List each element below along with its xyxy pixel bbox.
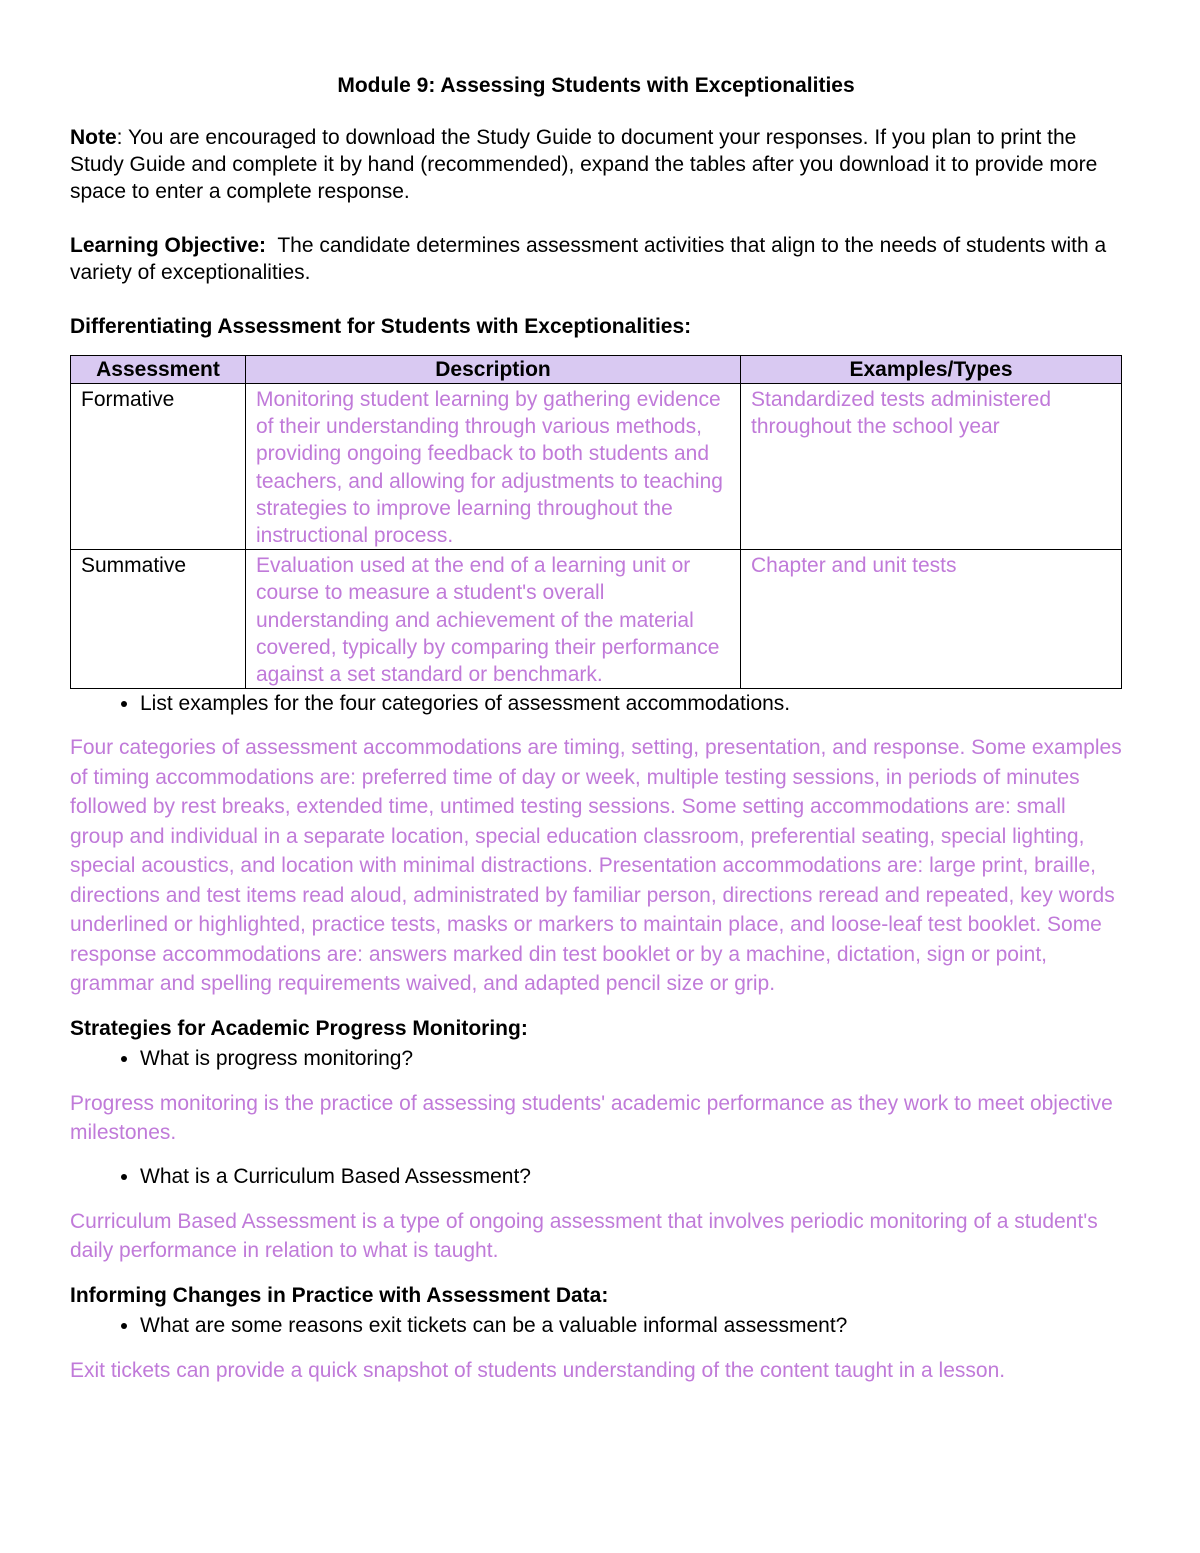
progress-monitoring-answer: Progress monitoring is the practice of assessing students' academic performance as they work to meet objective milestones. — [70, 1091, 1113, 1145]
learning-objective-label: Learning Objective: — [70, 234, 267, 257]
section-heading-progress-monitoring: Strategies for Academic Progress Monitoring: — [70, 1016, 528, 1040]
table-header-cell: Examples/Types — [741, 356, 1122, 384]
table-header-cell: Assessment — [71, 356, 246, 384]
cba-answer: Curriculum Based Assessment is a type of ongoing assessment that involves periodic monitoring of a student's daily performance in relation to what is taught. — [70, 1209, 1098, 1263]
table-header-cell: Description — [246, 356, 741, 384]
table-header-row — [71, 356, 1122, 384]
note-paragraph — [70, 124, 1122, 205]
table-row — [71, 384, 1122, 550]
bullet-question: • What are some reasons exit tickets can be a valuable informal assessment? — [140, 1312, 1122, 1339]
examples-cell: Standardized tests administered throughout the school year — [741, 384, 1122, 550]
bullet-question: • List examples for the four categories of assessment accommodations. — [140, 690, 1122, 717]
accommodations-answer: Four categories of assessment accommodations are timing, setting, presentation, and response. Some examples of timing accommodations are: preferred time of day or week, multiple testing sessions, in periods of minutes followed by rest breaks, extended time, untimed testing sessions. Some setting accommodations are: small group and individual in a separate location, special education classroom, preferential seating, special lighting, special acoustics, and location with minimal distractions. Presentation accommodations are: large print, braille, directions and test items read aloud, administrated by familiar person, directions reread and repeated, key words underlined or highlighted, practice tests, masks or markers to maintain place, and loose-leaf test booklet. Some response accommodations are: answers marked din test booklet or by a machine, dictation, sign or point, grammar and spelling requirements waived, and adapted pencil size or grip. — [70, 736, 1122, 996]
description-cell: Evaluation used at the end of a learning unit or course to measure a student's overall understanding and achievement of the material covered, typically by comparing their performance against a set standard or benchmark. — [246, 550, 741, 689]
note-text: : You are encouraged to download the Study Guide to document your responses. If you plan to print the Study Guide and complete it by hand (recommended), expand the tables after you download it to provide more space to enter a complete response. — [70, 126, 1098, 203]
learning-objective-paragraph — [70, 232, 1122, 286]
exit-tickets-question-list — [70, 1312, 1122, 1339]
assessment-type-cell: Formative — [71, 384, 246, 550]
bullet-question: • What is progress monitoring? — [140, 1045, 1122, 1072]
learning-objective-text: The candidate determines assessment activities that align to the needs of students with a variety of exceptionalities. — [70, 234, 1112, 284]
description-cell: Monitoring student learning by gathering evidence of their understanding through various methods, providing ongoing feedback to both students and teachers, and allowing for adjustments to teaching strategies to improve learning throughout the instructional process. — [246, 384, 741, 550]
assessment-type-cell: Summative — [71, 550, 246, 689]
accommodations-question-list — [70, 690, 1122, 717]
exit-tickets-answer: Exit tickets can provide a quick snapshot of students understanding of the content taught in a lesson. — [70, 1358, 1006, 1382]
progress-monitoring-question-list — [70, 1045, 1122, 1072]
examples-cell: Chapter and unit tests — [741, 550, 1122, 689]
note-label: Note — [70, 126, 117, 149]
table-row — [71, 550, 1122, 689]
assessment-table — [70, 355, 1122, 689]
page-title: Module 9: Assessing Students with Exceptionalities — [337, 74, 855, 97]
cba-question-list — [70, 1163, 1122, 1190]
section-heading-informing-changes: Informing Changes in Practice with Assessment Data: — [70, 1283, 609, 1307]
section-heading-differentiating: Differentiating Assessment for Students with Exceptionalities: — [70, 315, 692, 338]
bullet-question: • What is a Curriculum Based Assessment? — [140, 1163, 1122, 1190]
